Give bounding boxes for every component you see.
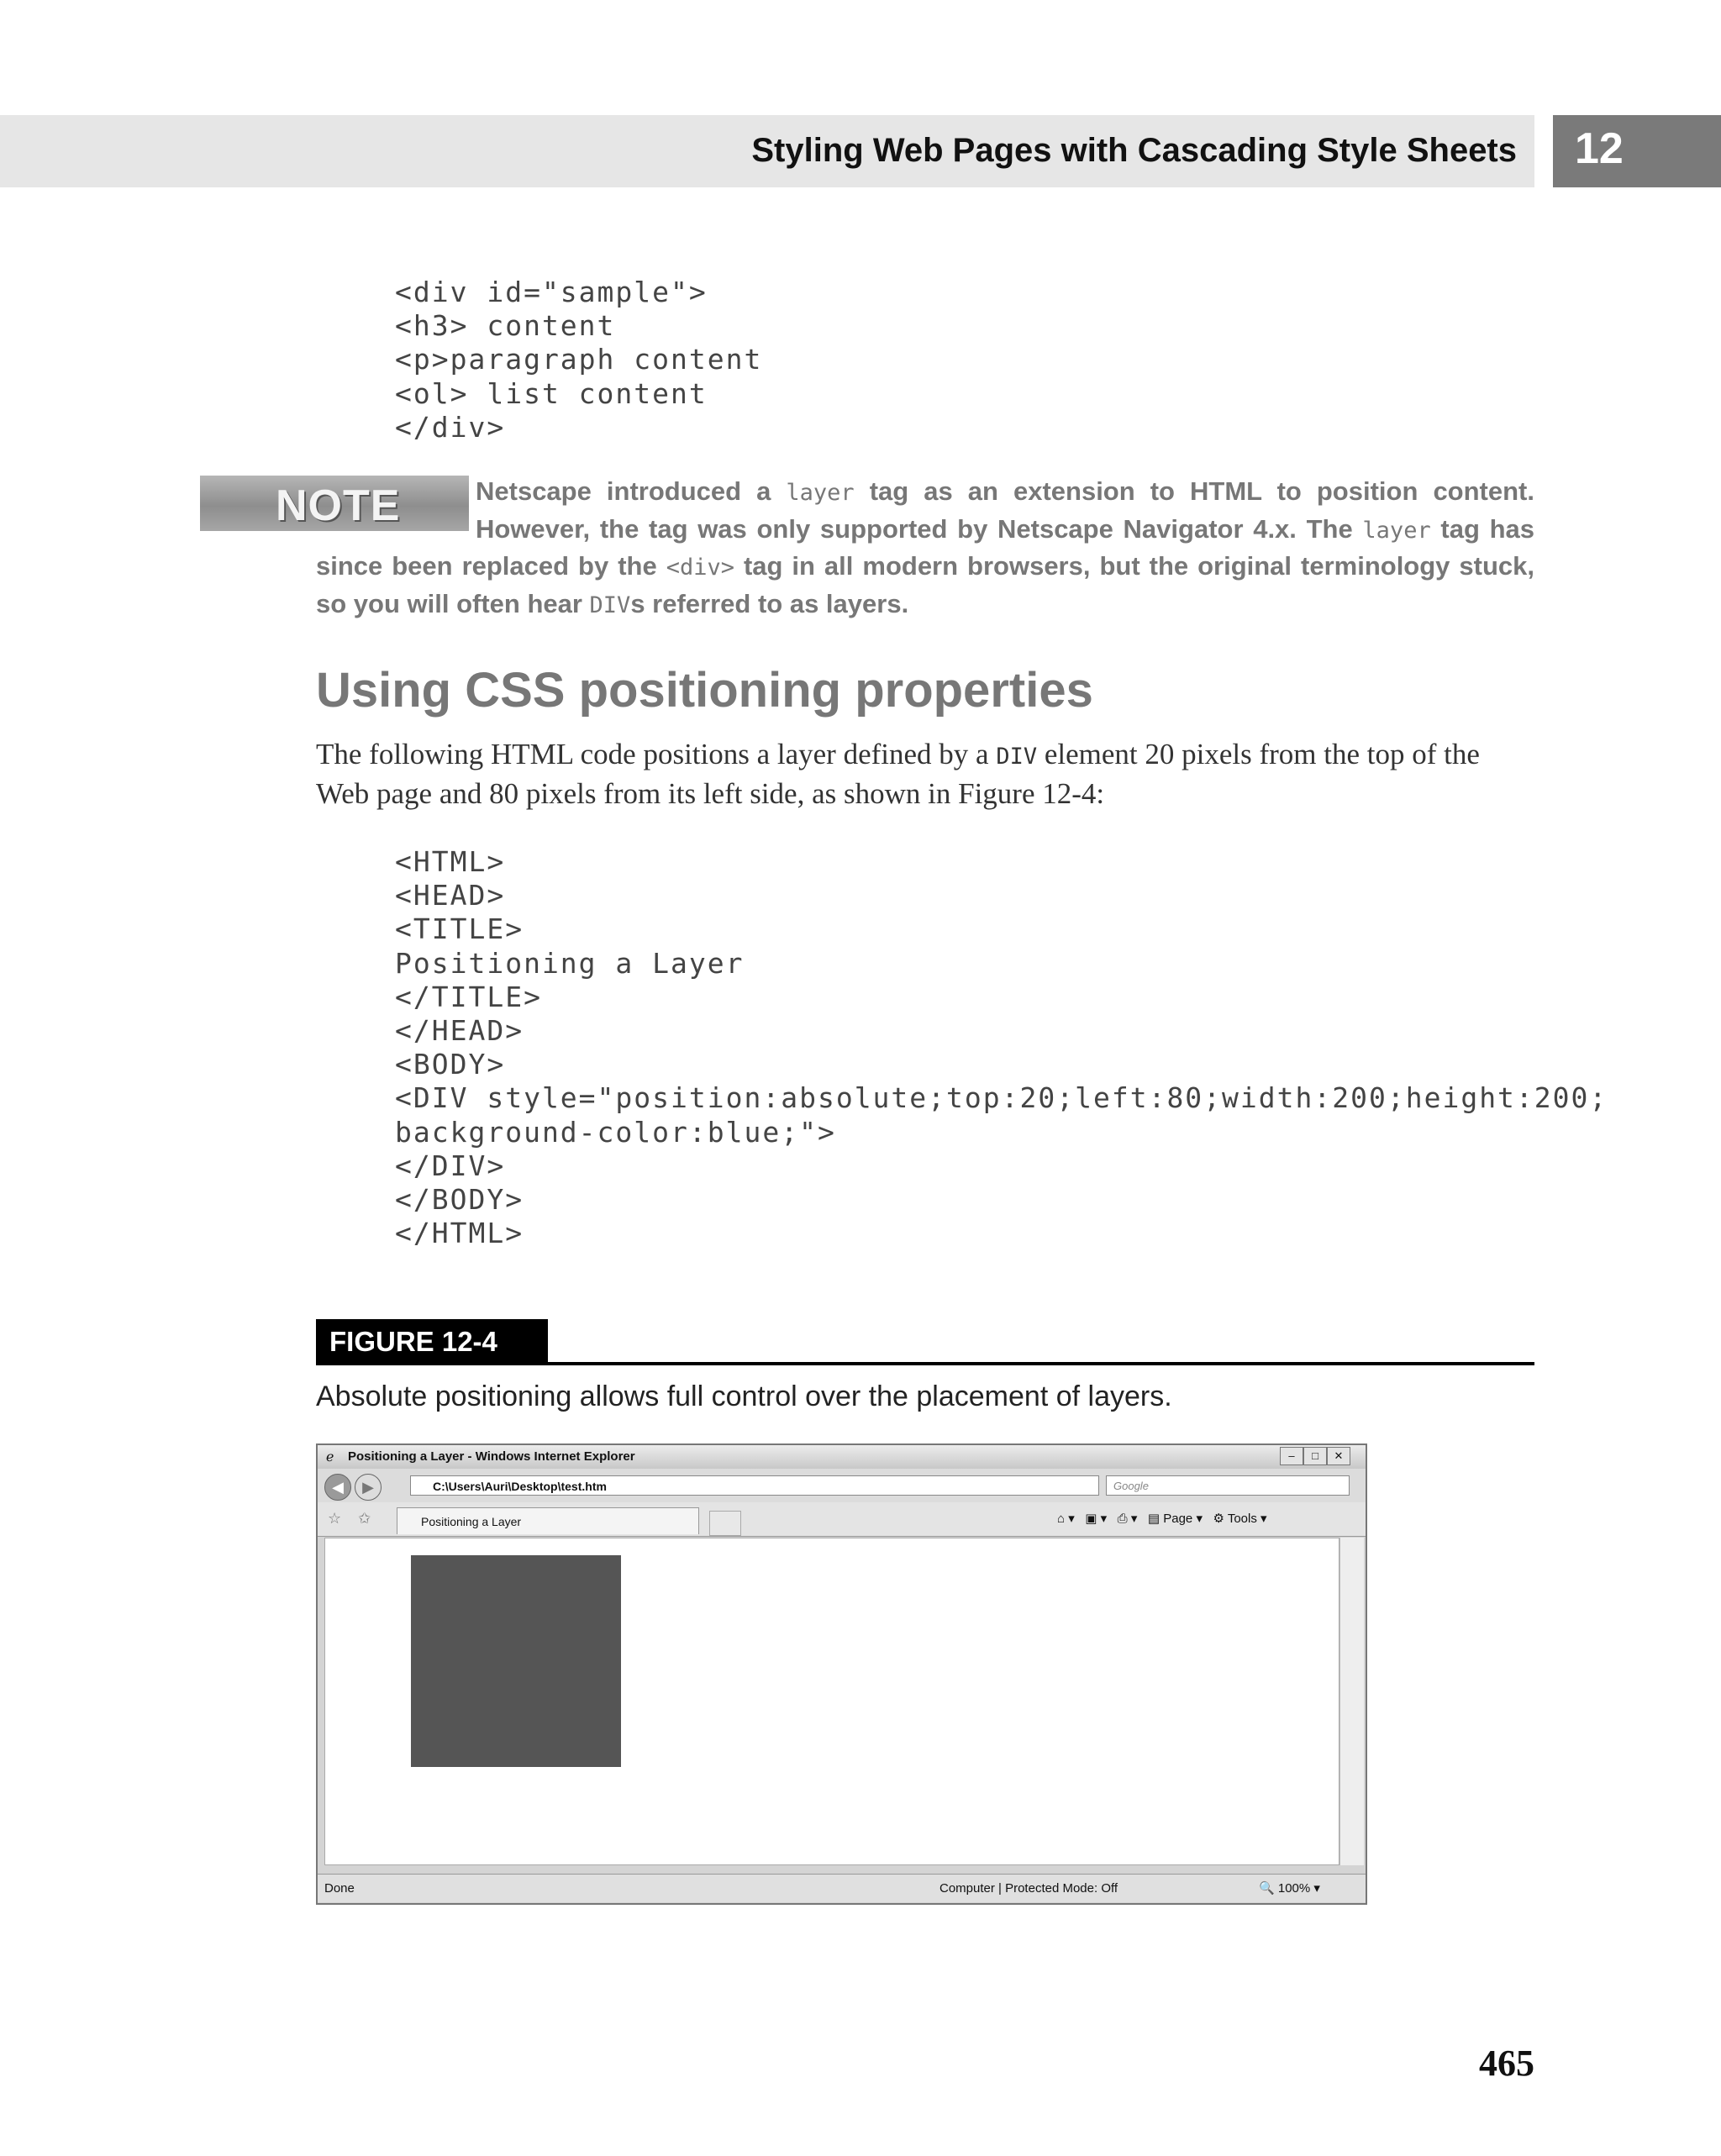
add-favorites-icon[interactable]: ✩ bbox=[358, 1510, 371, 1527]
command-bar bbox=[1057, 1511, 1267, 1526]
code-block-sample-div bbox=[395, 276, 762, 444]
chapter-number: 12 bbox=[1575, 124, 1624, 173]
maximize-icon[interactable]: □ bbox=[1303, 1447, 1327, 1465]
status-text: Done bbox=[324, 1881, 355, 1896]
ie-icon: ℯ bbox=[326, 1450, 334, 1465]
inline-code: layer bbox=[1362, 517, 1431, 544]
browser-titlebar bbox=[318, 1445, 1366, 1469]
positioned-layer bbox=[411, 1555, 621, 1767]
code-line: </DIV> bbox=[395, 1149, 506, 1182]
section-heading: Using CSS positioning properties bbox=[316, 663, 1093, 718]
code-line: </div> bbox=[395, 410, 506, 444]
vertical-scrollbar[interactable] bbox=[1339, 1538, 1364, 1865]
browser-tab[interactable]: Positioning a Layer bbox=[397, 1507, 699, 1534]
favorites-star-icon[interactable]: ☆ bbox=[328, 1510, 342, 1527]
inline-code: DIV bbox=[589, 592, 631, 618]
code-line: </HTML> bbox=[395, 1217, 524, 1250]
browser-window-title: Positioning a Layer - Windows Internet Explorer bbox=[348, 1449, 635, 1464]
code-line: <HTML> bbox=[395, 845, 506, 878]
inline-code: DIV bbox=[996, 744, 1038, 770]
new-tab-button[interactable] bbox=[709, 1511, 741, 1536]
page-menu[interactable]: ▤ Page ▾ bbox=[1147, 1512, 1203, 1526]
page-number: 465 bbox=[1479, 2043, 1534, 2084]
figure-caption: Absolute positioning allows full control over the placement of layers. bbox=[316, 1380, 1172, 1412]
code-line: <div id="sample"> bbox=[395, 276, 708, 308]
code-line: <p>paragraph content bbox=[395, 343, 763, 376]
address-input[interactable]: C:\Users\Auri\Desktop\test.htm bbox=[410, 1475, 1099, 1496]
chapter-number-tab bbox=[1553, 115, 1721, 187]
running-header-title: Styling Web Pages with Cascading Style Sheets bbox=[751, 132, 1517, 169]
browser-address-bar bbox=[318, 1469, 1366, 1502]
inline-code: <div> bbox=[666, 555, 734, 581]
browser-window bbox=[316, 1443, 1367, 1905]
search-input[interactable]: Google bbox=[1106, 1475, 1350, 1496]
zoom-level[interactable]: 🔍 100% ▾ bbox=[1259, 1881, 1320, 1896]
browser-status-bar bbox=[318, 1874, 1366, 1902]
figure-label bbox=[316, 1319, 548, 1365]
code-line: <HEAD> bbox=[395, 879, 506, 912]
figure-rule bbox=[316, 1362, 1534, 1365]
close-icon[interactable]: ✕ bbox=[1327, 1447, 1350, 1465]
code-line: <h3> content bbox=[395, 309, 616, 343]
browser-tab-bar bbox=[318, 1502, 1366, 1537]
minimize-icon[interactable]: – bbox=[1280, 1447, 1303, 1465]
browser-content-area bbox=[324, 1538, 1339, 1865]
forward-icon[interactable]: ▶ bbox=[355, 1474, 382, 1501]
figure-label-text: FIGURE 12-4 bbox=[329, 1326, 497, 1357]
security-zone: Computer | Protected Mode: Off bbox=[939, 1881, 1118, 1896]
code-line: <TITLE> bbox=[395, 912, 524, 946]
code-line: <BODY> bbox=[395, 1048, 506, 1081]
home-icon[interactable]: ⌂ ▾ bbox=[1057, 1512, 1075, 1526]
note-badge-label: NOTE bbox=[276, 481, 401, 530]
back-icon[interactable]: ◀ bbox=[324, 1474, 351, 1501]
code-line: </HEAD> bbox=[395, 1014, 524, 1048]
code-line: <ol> list content bbox=[395, 376, 708, 410]
tools-menu[interactable]: ⚙ Tools ▾ bbox=[1213, 1512, 1267, 1526]
code-line: </TITLE> bbox=[395, 980, 542, 1013]
code-line: background-color:blue;"> bbox=[395, 1115, 836, 1149]
code-block-html-example bbox=[395, 845, 1608, 1250]
note-paragraph: Netscape introduced a layer tag as an extension to HTML to position content. However, the tag was only supported by Netscape Navigator 4.x. The layer tag has since been replaced by the <div> tag in all modern browsers, but the original terminology stuck, so you will often hear DIVs referred to as layers. bbox=[316, 476, 1535, 618]
feeds-icon[interactable]: ▣ ▾ bbox=[1085, 1512, 1108, 1526]
body-paragraph: The following HTML code positions a layer defined by a DIV element 20 pixels from the top of the Web page and 80 pixels from its left side, as shown in Figure 12-4: bbox=[316, 738, 1480, 810]
print-icon[interactable]: ⎙ ▾ bbox=[1117, 1512, 1138, 1526]
code-line: </BODY> bbox=[395, 1183, 524, 1217]
code-line: <DIV style="position:absolute;top:20;left:80;width:200;height:200; bbox=[395, 1081, 1608, 1115]
inline-code: layer bbox=[786, 480, 855, 506]
code-line: Positioning a Layer bbox=[395, 946, 745, 980]
